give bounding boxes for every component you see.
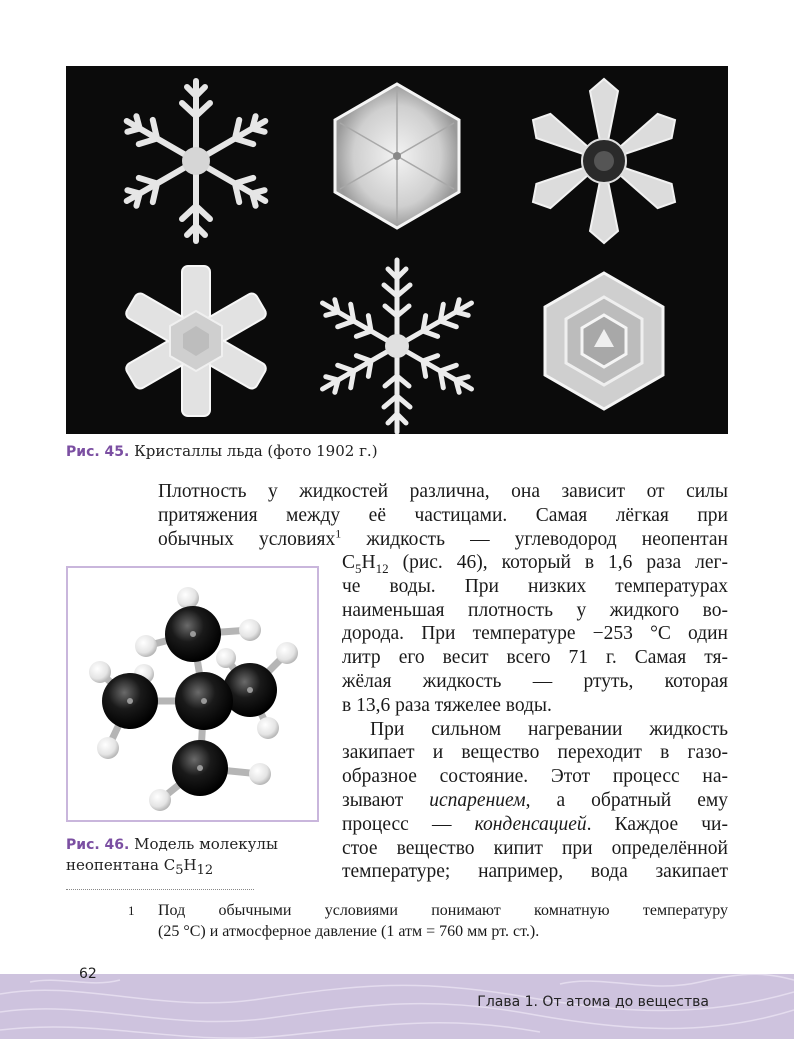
text-line: притяжения между её частицами. Самая лёгкая при — [158, 504, 728, 526]
formula-h: H — [183, 856, 197, 874]
formula-sub: 5 — [175, 863, 184, 878]
figure-45-caption — [66, 441, 666, 462]
term-condensation: конденсацией — [474, 813, 587, 835]
text-line: закипает и вещество переходит в газо- — [342, 742, 728, 764]
chapter-title: Глава 1. От атома до вещества — [477, 994, 709, 1010]
formula-sub: 5 — [355, 560, 362, 576]
text-line: наименьшая плотность у жидкого во- — [342, 599, 728, 621]
text-fragment: , а обратный ему — [525, 789, 729, 811]
paragraph-density — [158, 480, 728, 551]
footnote-number: 1 — [128, 903, 135, 918]
neopentane-model-figure — [66, 566, 319, 822]
ice-crystal-hex-plate — [335, 84, 459, 228]
footnote-line: (25 °С) и атмосферное давление (1 атм = 760 мм рт. ст.). — [158, 923, 540, 940]
text-line: дорода. При температуре −253 °С один — [342, 623, 728, 645]
right-column-text — [342, 551, 728, 884]
footnote-line: Под обычными условиями понимают комнатную температуру — [158, 902, 728, 919]
page-number: 62 — [79, 966, 97, 982]
text-fragment: (рис. 46), который в 1,6 раза лег- — [388, 552, 728, 573]
text-line: че воды. При низких температурах — [342, 575, 728, 597]
ice-crystal-broad-branch — [124, 266, 268, 416]
figure-46-caption-text: Модель молекулы — [129, 835, 278, 853]
ice-crystals-photo — [66, 66, 728, 434]
footnote — [128, 900, 728, 942]
ice-crystal-dendrite-1 — [120, 81, 273, 241]
text-fragment: . Каждое чи- — [586, 813, 728, 835]
formula-h: H — [361, 552, 376, 573]
text-line: Плотность у жидкостей различна, она зависит от силы — [158, 481, 728, 502]
text-line: жёлая жидкость — ртуть, которая — [342, 670, 728, 692]
text-line: литр его весит всего 71 г. Самая тя- — [342, 647, 728, 669]
figure-46-label: Рис. 46. — [66, 837, 130, 853]
figure-46-caption — [66, 834, 306, 878]
text-line: стое вещество кипит при определённой — [342, 837, 728, 859]
text-fragment: зывают — [342, 789, 430, 811]
figure-46-caption-text: неопентана C — [66, 856, 176, 874]
text-line — [158, 528, 728, 552]
text-fragment: жидкость — углеводород неопентан — [341, 528, 728, 550]
figure-45-label: Рис. 45. — [66, 444, 130, 460]
ice-crystal-nested-hex — [545, 273, 663, 409]
ice-crystal-sectored-star — [526, 79, 682, 243]
text-line: образное состояние. Этот процесс на- — [342, 766, 728, 788]
formula-sub: 12 — [375, 560, 389, 576]
text-line — [342, 789, 728, 813]
ice-crystal-dendrite-2 — [316, 260, 478, 432]
term-evaporation: испарением — [429, 789, 526, 811]
text-fragment: процесс — — [342, 813, 475, 835]
formula-sub: 12 — [196, 863, 214, 878]
text-line: При сильном нагревании жидкость — [370, 718, 728, 740]
text-line — [342, 813, 728, 837]
text-line: температуре; например, вода закипает — [342, 861, 728, 883]
text-fragment: обычных условиях — [158, 528, 336, 550]
footnote-marker: 1 — [335, 526, 342, 541]
figure-45-caption-text: Кристаллы льда (фото 1902 г.) — [134, 442, 378, 460]
formula-c: C — [342, 552, 356, 573]
footnote-divider — [66, 889, 254, 890]
text-line — [342, 551, 728, 575]
neopentane-model-illustration — [68, 568, 317, 820]
text-line: в 13,6 раза тяжелее воды. — [342, 694, 552, 716]
